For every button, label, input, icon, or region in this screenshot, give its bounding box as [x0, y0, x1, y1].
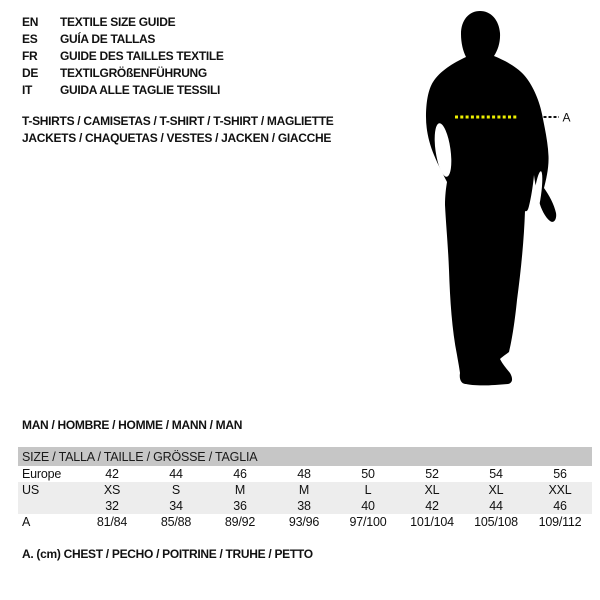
table-cell: 54	[489, 467, 503, 481]
table-cell: M	[234, 483, 246, 497]
row-label: A	[22, 515, 31, 529]
table-cell: 56	[553, 467, 567, 481]
measurement-footnote: A. (cm) CHEST / PECHO / POITRINE / TRUHE / PETTO	[22, 547, 313, 561]
category-jackets: JACKETS / CHAQUETAS / VESTES / JACKEN / GIACCHE	[22, 131, 332, 145]
man-silhouette-figure	[400, 0, 580, 400]
table-cell: L	[364, 483, 372, 497]
table-cell: M	[298, 483, 310, 497]
table-cell: 50	[361, 467, 375, 481]
garment-categories	[22, 113, 334, 147]
table-cell: 38	[297, 499, 311, 513]
table-cell: 32	[105, 499, 119, 513]
table-cell: XL	[488, 483, 504, 497]
table-cell: 93/96	[288, 515, 320, 529]
row-label: US	[22, 483, 39, 497]
table-row-us-numeric	[18, 498, 592, 514]
language-code: IT	[22, 83, 33, 97]
list-item	[22, 14, 224, 31]
table-row-chest-a	[18, 514, 592, 530]
language-code: ES	[22, 32, 38, 46]
row-label: Europe	[22, 467, 62, 481]
guide-title: TEXTILGRÖßENFÜHRUNG	[60, 66, 207, 80]
table-cell: 109/112	[538, 515, 582, 529]
table-cell: 34	[169, 499, 183, 513]
category-tshirts: T-SHIRTS / CAMISETAS / T-SHIRT / T-SHIRT / MAGLIETTE	[22, 114, 334, 128]
table-cell: 48	[297, 467, 311, 481]
list-item	[22, 65, 224, 82]
list-item	[22, 82, 224, 99]
table-cell: XL	[424, 483, 440, 497]
table-cell: S	[171, 483, 181, 497]
table-cell: 89/92	[224, 515, 256, 529]
table-cell: 46	[553, 499, 567, 513]
list-item	[22, 31, 224, 48]
guide-title: GUIDA ALLE TAGLIE TESSILI	[60, 83, 221, 97]
table-cell: 40	[361, 499, 375, 513]
table-cell: 97/100	[349, 515, 387, 529]
table-cell: 101/104	[410, 515, 454, 529]
table-cell: 46	[233, 467, 247, 481]
table-cell: 42	[425, 499, 439, 513]
table-row-us	[18, 482, 592, 498]
measure-label-a: A	[562, 110, 571, 125]
table-cell: 44	[489, 499, 503, 513]
table-cell: XXL	[548, 483, 572, 497]
list-item	[22, 48, 224, 65]
size-table-header: SIZE / TALLA / TAILLE / GRÖSSE / TAGLIA	[18, 447, 592, 466]
language-guide-list	[22, 14, 224, 99]
language-code: EN	[22, 15, 39, 29]
table-row-europe	[18, 466, 592, 482]
language-code: FR	[22, 49, 38, 63]
table-cell: 85/88	[160, 515, 192, 529]
table-cell: 42	[105, 467, 119, 481]
size-table	[18, 447, 592, 530]
table-cell: 36	[233, 499, 247, 513]
guide-title: GUIDE DES TAILLES TEXTILE	[60, 49, 224, 63]
table-cell: 81/84	[96, 515, 128, 529]
table-cell: XS	[103, 483, 121, 497]
table-cell: 44	[169, 467, 183, 481]
language-code: DE	[22, 66, 39, 80]
guide-title: TEXTILE SIZE GUIDE	[60, 15, 176, 29]
section-heading-man: MAN / HOMBRE / HOMME / MANN / MAN	[22, 418, 243, 432]
table-cell: 105/108	[474, 515, 518, 529]
table-cell: 52	[425, 467, 439, 481]
guide-title: GUÍA DE TALLAS	[60, 32, 156, 46]
